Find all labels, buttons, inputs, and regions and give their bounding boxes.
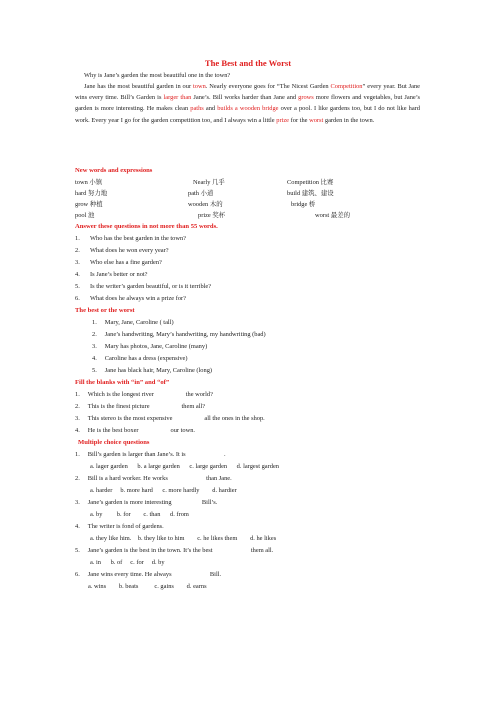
list-item: 2. Jane’s handwriting, Mary’s handwriting, my handwriting (bad) <box>92 331 266 338</box>
keyword-town: town <box>192 83 206 90</box>
item-number: 4. <box>75 523 80 530</box>
answer-heading: Answer these questions in not more than 55 words. <box>75 223 218 230</box>
mc-options: a. wins b. beats c. gains d. earns <box>88 583 207 590</box>
item-number: 4. <box>92 355 97 362</box>
passage-text: over a pool. I like gardens too, but I do not like hard work. Every year I go for the garden competition too, and I always win a little <box>75 105 421 124</box>
mc-question: 5. Jane’s garden is the best in the town. It’s the best them all. <box>75 547 274 554</box>
vocab-cell: worst 最差的 <box>315 212 350 219</box>
fill-heading: Fill the blanks with “in” and “of” <box>75 379 170 386</box>
mc-options: a. they like him. b. they like to him c. he likes them d. he likes <box>90 535 277 542</box>
list-item: 1. Who has the best garden in the town? <box>75 233 186 244</box>
keyword-competition: Competition <box>330 83 363 90</box>
list-item: 3. Mary has photos, Jane, Caroline (many) <box>92 343 208 350</box>
list-item: 3. This stereo is the most expensive all the ones in the shop. <box>75 415 265 422</box>
passage-text: more flowers and vegetables, but Jane’s garden is more interesting. He makes clean <box>75 94 421 113</box>
passage-text: for the <box>289 116 310 124</box>
passage-text: . Nearly everyone goes for “The Nicest Garden <box>205 83 331 90</box>
item-number: 3. <box>75 259 80 266</box>
item-number: 1. <box>75 235 80 242</box>
item-number: 6. <box>75 571 80 578</box>
mc-question: 1. Bill’s garden is larger than Jane’s. It is . <box>75 451 226 458</box>
item-number: 2. <box>75 247 80 254</box>
list-item: 4. Caroline has a dress (expensive) <box>92 355 188 362</box>
mc-options: a. harder b. more hard c. more hardly d. hardier <box>90 487 237 494</box>
item-number: 1. <box>75 391 80 398</box>
mc-options: a. in b. of c. for d. by <box>90 559 165 566</box>
vocab-cell: town 小镇 <box>75 179 103 186</box>
passage-text: Jane’s. Bill works harder than Jane and <box>191 94 299 102</box>
item-number: 6. <box>75 295 80 302</box>
vocab-cell: Competition 比赛 <box>287 179 334 186</box>
item-number: 4. <box>75 271 80 278</box>
list-item: 1. Which is the longest river the world? <box>75 391 213 398</box>
item-number: 3. <box>75 499 80 506</box>
keyword-builds-bridge: builds a wooden bridge <box>217 105 279 113</box>
item-number: 2. <box>75 403 80 410</box>
list-item: 3. Who else has a fine garden? <box>75 257 162 268</box>
item-number: 3. <box>75 415 80 422</box>
passage-text: garden in the town. <box>323 116 375 124</box>
mc-heading: Multiple choice questions <box>78 439 150 446</box>
passage-paragraph <box>75 81 420 126</box>
item-number: 4. <box>75 427 80 434</box>
mc-question: 2. Bill is a hard worker. He works than Jane. <box>75 475 232 482</box>
passage-text: and <box>203 105 218 113</box>
mc-question: 3. Jane’s garden is more interesting Bill’s. <box>75 499 218 506</box>
passage-text: Jane has the most beautiful garden in our <box>84 83 193 90</box>
item-number: 5. <box>92 367 97 374</box>
item-number: 1. <box>92 319 97 326</box>
list-item: 5. Jane has black hair, Mary, Caroline (long) <box>92 367 213 374</box>
item-number: 5. <box>75 283 80 290</box>
mc-options: a. lager garden b. a large garden c. large garden d. largest garden <box>90 463 279 470</box>
intro-question: Why is Jane’s garden the most beautiful one in the town? <box>84 72 231 79</box>
vocab-cell: wooden 木的 <box>188 201 223 208</box>
mc-question: 6. Jane wins every time. He always Bill. <box>75 571 222 578</box>
list-item: 1. Mary, Jane, Caroline ( tall) <box>92 319 174 326</box>
keyword-grows: grows <box>298 94 314 102</box>
vocab-cell: prize 奖杯 <box>198 212 226 219</box>
list-item: 6. What does he always win a prize for? <box>75 293 186 304</box>
best-heading: The best or the worst <box>75 307 135 314</box>
list-item: 2. This is the finest picture them all? <box>75 403 206 410</box>
mc-options: a. by b. for c. than d. from <box>90 511 189 518</box>
vocab-cell: build 建筑、建设 <box>287 190 334 197</box>
vocab-heading: New words and expressions <box>75 167 153 174</box>
list-item: 4. He is the best boxer our town. <box>75 427 196 434</box>
item-number: 5. <box>75 547 80 554</box>
page-title: The Best and the Worst <box>204 58 292 68</box>
keyword-paths: paths <box>190 105 204 113</box>
vocab-cell: hard 努力地 <box>75 190 108 197</box>
keyword-prize: prize <box>276 116 290 124</box>
passage-text: ” every year. But Jane wins every time. Bill’s Garden is <box>75 83 420 102</box>
item-number: 1. <box>75 451 80 458</box>
vocab-cell: path 小道 <box>188 190 214 197</box>
list-item: 5. Is the writer’s garden beautiful, or is it terrible? <box>75 281 211 292</box>
list-item: 4. Is Jane’s better or not? <box>75 269 148 280</box>
keyword-worst: worst <box>309 116 324 124</box>
item-number: 2. <box>92 331 97 338</box>
vocab-cell: Nearly 几乎 <box>193 179 225 186</box>
vocab-cell: pool 池 <box>75 212 95 219</box>
vocab-cell: grow 种植 <box>75 201 103 208</box>
mc-question: 4. The writer is fond of gardens. <box>75 523 164 530</box>
item-number: 2. <box>75 475 80 482</box>
list-item: 2. What does he won every year? <box>75 245 169 256</box>
keyword-larger-than: larger than <box>163 94 192 102</box>
vocab-cell: bridge 桥 <box>291 201 316 208</box>
item-number: 3. <box>92 343 97 350</box>
